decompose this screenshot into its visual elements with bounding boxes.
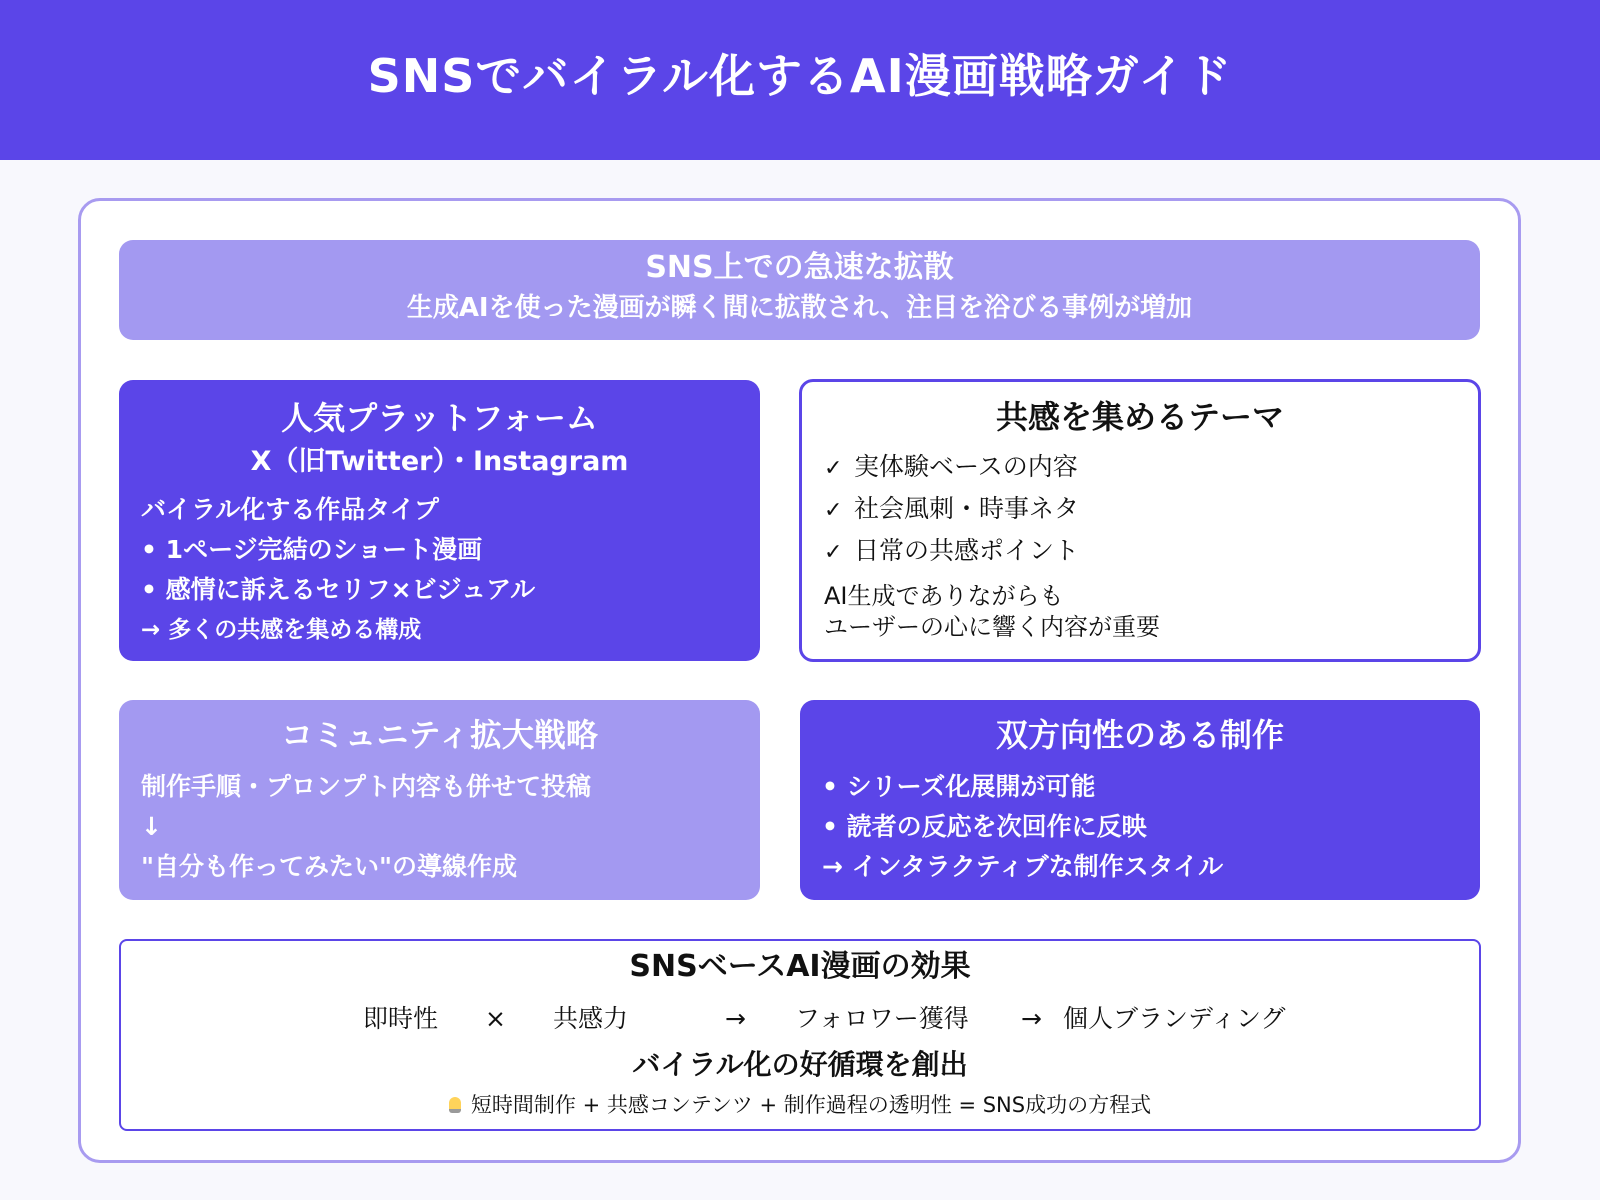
theme-check-list [824,447,1478,573]
down-arrow-icon: ↓ [141,812,162,841]
list-item: • 感情に訴えるセリフ×ビジュアル [141,575,536,604]
check-icon: ✓ [824,498,843,523]
banner-title: SNS上での急速な拡散 [645,250,954,285]
header-bar [0,0,1600,160]
interactive-card [800,700,1480,900]
effect-card [119,939,1481,1131]
effect-flow [121,993,1479,1045]
check-item [824,489,1478,531]
check-icon: ✓ [824,540,843,565]
formula-text: 短時間制作 + 共感コンテンツ + 制作過程の透明性 = SNS成功の方程式 [470,1093,1152,1117]
banner-subtitle: 生成AIを使った漫画が瞬く間に拡散され、注目を浴びる事例が増加 [406,293,1193,323]
list-item: • 読者の反応を次回作に反映 [822,812,1147,841]
check-item-label: 日常の共感ポイント [854,536,1080,565]
check-icon: ✓ [824,456,843,481]
lightbulb-icon [449,1097,461,1113]
theme-note [824,581,1478,643]
platform-list [141,490,760,650]
community-title: コミュニティ拡大戦略 [281,716,598,754]
list-item: • シリーズ化展開が可能 [822,772,1096,801]
intro-banner [119,240,1480,340]
flow-step: フォロワー獲得 [795,1004,969,1033]
platform-subtitle: X（旧Twitter）・Instagram [250,446,629,477]
flow-arrow-icon: → [725,1004,746,1033]
effect-title: SNSベースAI漫画の効果 [629,949,971,984]
platform-title: 人気プラットフォーム [281,399,598,437]
theme-title: 共感を集めるテーマ [995,398,1284,436]
interactive-title: 双方向性のある制作 [995,716,1284,754]
check-item-label: 社会風刺・時事ネタ [854,494,1080,523]
flow-step: 個人ブランディング [1063,1004,1286,1033]
community-lines [141,767,760,887]
platform-conclusion: → 多くの共感を集める構成 [141,617,422,643]
effect-formula [121,1087,1479,1123]
platform-card [119,380,760,661]
effect-loop: バイラル化の好循環を創出 [632,1048,968,1081]
theme-note-line: ユーザーの心に響く内容が重要 [824,613,1160,641]
interactive-lines [822,767,1480,887]
check-item [824,531,1478,573]
page-title: SNSでバイラル化するAI漫画戦略ガイド [367,49,1233,103]
flow-step: 共感力 [553,1004,629,1033]
community-card [119,700,760,900]
flow-operator: × [485,1004,506,1033]
check-item [824,447,1478,489]
theme-note-line: AI生成でありながらも [824,582,1064,610]
platform-heading: バイラル化する作品タイプ [141,495,440,524]
theme-card [799,379,1481,662]
flow-step: 即時性 [363,1004,439,1033]
check-item-label: 実体験ベースの内容 [854,452,1078,481]
list-item: • 1ページ完結のショート漫画 [141,535,483,564]
community-line: 制作手順・プロンプト内容も併せて投稿 [141,772,592,801]
flow-arrow-icon: → [1021,1004,1042,1033]
community-line: "自分も作ってみたい"の導線作成 [141,852,518,881]
interactive-conclusion: → インタラクティブな制作スタイル [822,852,1224,881]
